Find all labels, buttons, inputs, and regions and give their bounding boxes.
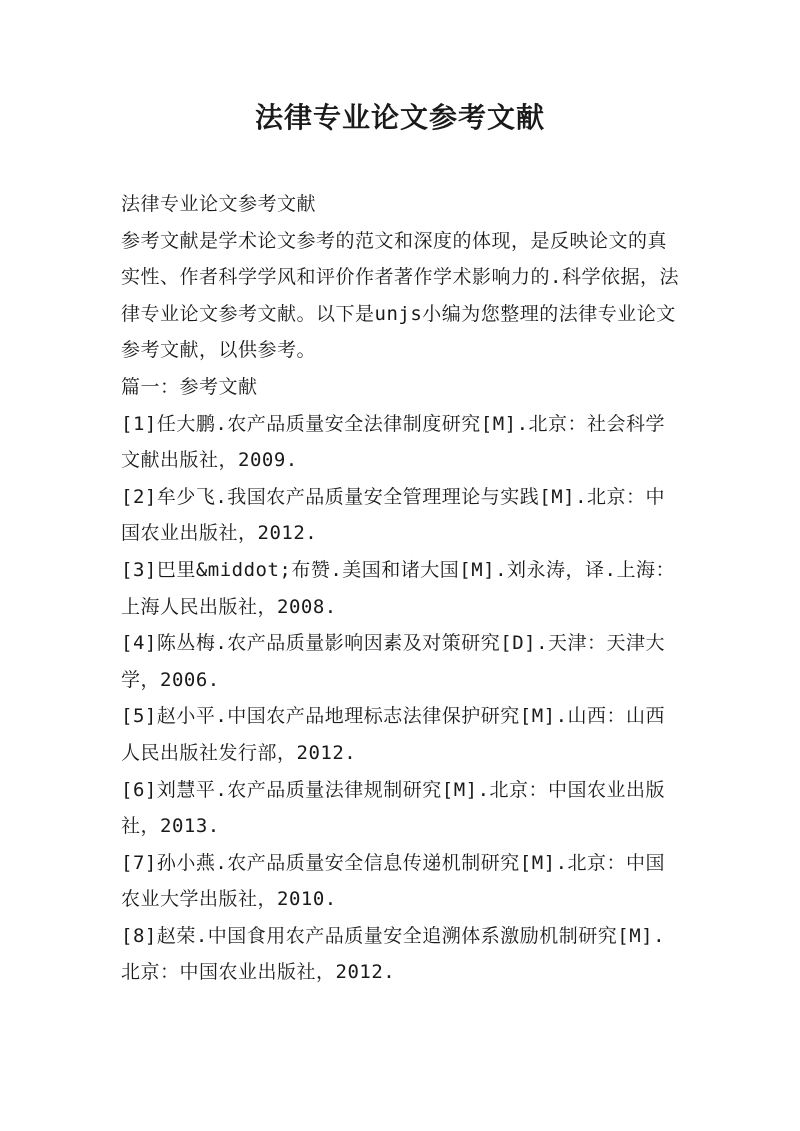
reference-item: [4]陈丛梅.农产品质量影响因素及对策研究[D].天津：天津大学，2006. (121, 632, 666, 691)
reference-item: [7]孙小燕.农产品质量安全信息传递机制研究[M].北京：中国农业大学出版社，2010. (121, 851, 666, 911)
reference-item: [8]赵荣.中国食用农产品质量安全追溯体系激励机制研究[M].北京：中国农业出版社，2012. (121, 924, 666, 984)
reference-item: [3]巴里&middot;布赞.美国和诸大国[M].刘永涛，译.上海：上海人民出版社，2008. (121, 558, 675, 618)
reference-item: [6]刘慧平.农产品质量法律规制研究[M].北京：中国农业出版社，2013. (121, 778, 666, 838)
document-body (121, 186, 681, 991)
document-title: 法律专业论文参考文献 (254, 101, 545, 134)
document-subtitle: 法律专业论文参考文献 (121, 193, 317, 215)
intro-paragraph: 参考文献是学术论文参考的范文和深度的体现，是反映论文的真实性、作者科学学风和评价作者著作学术影响力的.科学依据，法律专业论文参考文献。以下是unjs小编为您整理的法律专业论文参考文献，以供参考。 (121, 229, 679, 362)
section-heading: 篇一：参考文献 (121, 375, 258, 398)
reference-item: [5]赵小平.中国农产品地理标志法律保护研究[M].山西：山西人民出版社发行部，2012. (121, 705, 666, 764)
reference-item: [1]任大鹏.农产品质量安全法律制度研究[M].北京：社会科学文献出版社，2009. (121, 412, 666, 472)
reference-item: [2]牟少飞.我国农产品质量安全管理理论与实践[M].北京：中国农业出版社，2012. (121, 485, 666, 545)
